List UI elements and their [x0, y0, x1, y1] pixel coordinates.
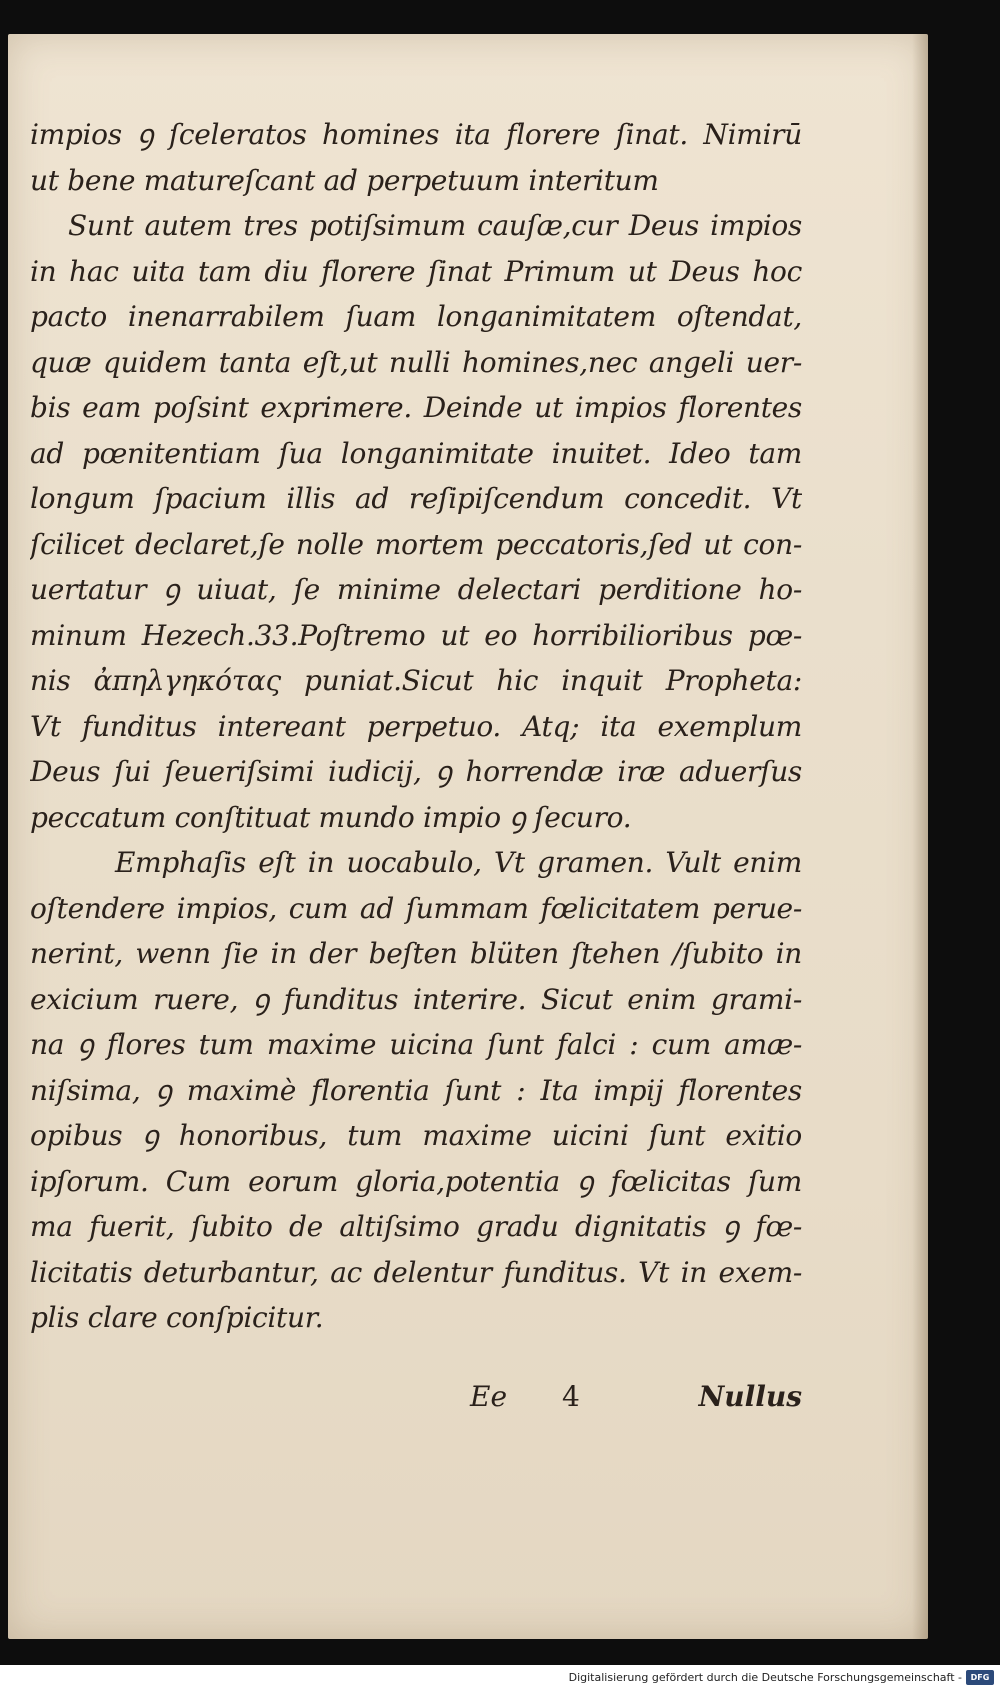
text-line: Deus ſui ſeueriſsimi iudicij, ꝯ horrendæ iræ aduerſus [30, 755, 802, 788]
text-line: ipſorum. Cum eorum gloria,potentia ꝯ fœlicitas ſum [30, 1164, 802, 1198]
text-line: impios ꝯ ſceleratos homines ita florere ſinat. Nimirū [30, 118, 802, 151]
book-page [8, 34, 928, 1639]
text-line: opibus ꝯ honoribus, tum maxime uicini ſunt exitio [30, 1119, 802, 1152]
text-line: longum ſpacium illis ad reſipiſcendum concedit. Vt [30, 482, 802, 515]
catchword: Nullus [698, 1380, 802, 1413]
text-line: pacto inenarrabilem ſuam longanimitatem oſtendat, [30, 300, 802, 333]
text-line: ma fuerit, ſubito de altiſsimo gradu dignitatis ꝯ fœ- [30, 1210, 802, 1243]
text-line: Vt funditus intereant perpetuo. Atq; ita exemplum [30, 709, 802, 743]
text-line: uertatur ꝯ uiuat, ſe minime delectari perditione ho- [30, 573, 802, 606]
text-line: ſcilicet declaret,ſe nolle mortem peccatoris,ſed ut con- [30, 527, 802, 561]
text-line: minum Hezech.33.Poſtremo ut eo horribilioribus pœ- [30, 618, 802, 652]
dfg-logo-icon: DFG [966, 1670, 994, 1685]
text-line: licitatis deturbantur, ac delentur funditus. Vt in exem- [30, 1255, 802, 1289]
text-line: in hac uita tam diu florere ſinat Primum ut Deus hoc [30, 254, 802, 288]
text-line: Sunt autem tres potiſsimum cauſæ,cur Deus impios [68, 209, 802, 242]
text-line: nerint, wenn ſie in der beſten blüten ſtehen /ſubito in [30, 937, 802, 970]
page-footer [30, 1380, 802, 1426]
text-line: quæ quidem tanta eſt,ut nulli homines,nec angeli uer- [30, 345, 802, 379]
text-line: nis ἀπηλγηκότας puniat.Sicut hic inquit Propheta: [30, 664, 802, 697]
text-line: plis clare conſpicitur. [30, 1301, 324, 1334]
text-line: na ꝯ flores tum maxime uicina ſunt falci : cum amæ- [30, 1028, 802, 1061]
text-line: niſsima, ꝯ maximè florentia ſunt : Ita impij florentes [30, 1073, 802, 1107]
signature-mark: Ee [470, 1380, 508, 1413]
text-line: bis eam poſsint exprimere. Deinde ut impios florentes [30, 391, 802, 424]
text-line: Emphaſis eſt in uocabulo, Vt gramen. Vult enim [115, 846, 802, 879]
text-line: exicium ruere, ꝯ funditus interire. Sicut enim grami- [30, 982, 802, 1016]
page-number: 4 [562, 1380, 580, 1413]
body-text [30, 112, 802, 1341]
credit-text: Digitalisierung gefördert durch die Deutsche Forschungsgemeinschaft - [568, 1671, 962, 1684]
credit-bar [0, 1665, 1000, 1692]
text-line: oſtendere impios, cum ad ſummam fœlicitatem perue- [30, 891, 802, 925]
text-line: peccatum conſtituat mundo impio ꝯ ſecuro. [30, 800, 632, 834]
text-line: ut bene matureſcant ad perpetuum interitum [30, 163, 659, 197]
text-line: ad pœnitentiam ſua longanimitate inuitet. Ideo tam [30, 436, 802, 470]
